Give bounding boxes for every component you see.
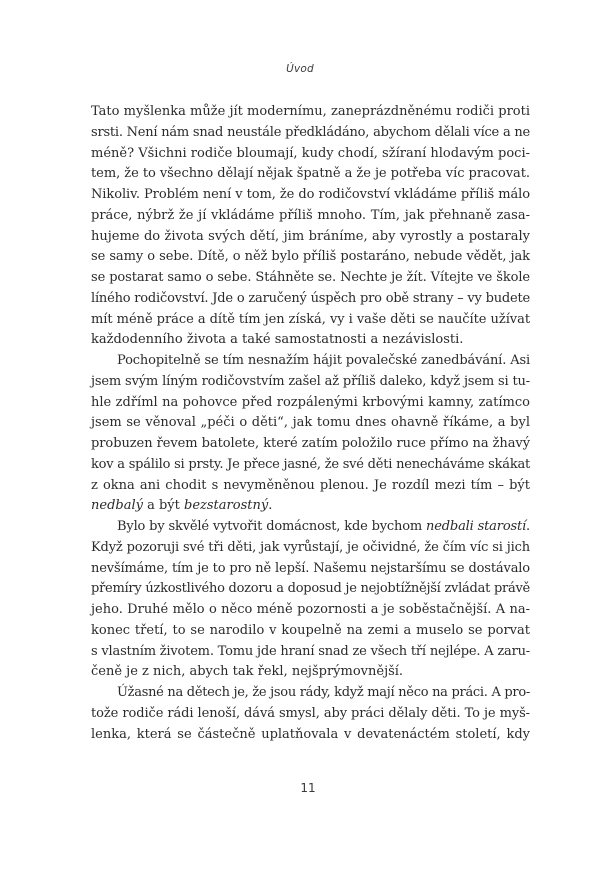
text-line: jsem se věnoval „péči o děti“, jak tomu dnes ohavně říkáme, a byl bbox=[91, 415, 530, 431]
text-line: srsti. Není nám snad neustále předkládáno, abychom dělali více a ne bbox=[91, 124, 530, 140]
emphasis: bezstarostný bbox=[184, 498, 269, 514]
text-line: tože rodiče rádi lenoší, dává smysl, aby práci dělaly děti. To je myš- bbox=[91, 705, 530, 721]
text-line: se samy o sebe. Dítě, o něž bylo příliš postaráno, nebude vědět, jak bbox=[91, 249, 530, 265]
text-line: probuzen řevem batolete, které zatím položilo ruce přímo na žhavý bbox=[91, 436, 530, 451]
text-line: čeně je z nich, abych tak řekl, nejšprýmovnější. bbox=[91, 664, 404, 680]
text-line: každodenního života a také samostatnosti a nezávislosti. bbox=[91, 332, 464, 348]
text-line: konec třetí, to se narodilo v koupelně na zemi a muselo se porvat bbox=[91, 622, 530, 638]
text-line: se postarat samo o sebe. Stáhněte se. Nechte je žít. Vítejte ve škole bbox=[91, 270, 530, 285]
text-line: jeho. Druhé mělo o něco méně pozornosti a je soběstačnější. A na- bbox=[91, 602, 530, 617]
text-line bbox=[91, 496, 530, 517]
body-text bbox=[91, 102, 530, 745]
running-head: Úvod bbox=[286, 63, 314, 75]
text-line: kov a spálilo si prsty. Je přece jasné, že své děti nenecháváme skákat bbox=[91, 456, 530, 472]
text-line: jsem svým líným rodičovstvím zašel až příliš daleko, když jsem si tu- bbox=[91, 373, 530, 389]
text-fragment: . bbox=[268, 498, 273, 514]
emphasis: nedbalý bbox=[91, 498, 143, 514]
text-line: s vlastním životem. Tomu jde hraní snad ze všech tří nejlépe. A zaru- bbox=[91, 643, 530, 659]
text-line: práce, nýbrž že jí vkládáme příliš mnoho. Tím, jak přehnaně zasa- bbox=[91, 207, 530, 223]
text-line: Když pozoruji své tři děti, jak vyrůstají, je očividné, že čím víc si jich bbox=[91, 539, 530, 555]
text-line: Pochopitelně se tím nesnažím hájit povalečské zanedbávání. Asi bbox=[117, 353, 530, 368]
text-line: z okna ani chodit s nevyměněnou plenou. Je rozdíl mezi tím – být bbox=[91, 477, 530, 493]
text-fragment: a být bbox=[142, 498, 185, 514]
text-line: hujeme do života svých dětí, jim bráníme, aby vyrostly a postaraly bbox=[91, 228, 530, 244]
text-line: líného rodičovství. Jde o zaručený úspěch pro obě strany – vy budete bbox=[91, 290, 530, 306]
emphasis: nedbali starostí bbox=[426, 519, 527, 534]
text-line: mít méně práce a dítě tím jen získá, vy i vaše děti se naučíte užívat bbox=[91, 311, 530, 327]
text-fragment: . bbox=[526, 519, 530, 534]
text-line: přemíry úzkostlivého dozoru a doposud je nejobtížnější zvládat právě bbox=[91, 581, 530, 597]
text-line: Tato myšlenka může jít modernímu, zaneprázdněnému rodiči proti bbox=[91, 104, 530, 119]
text-line bbox=[91, 517, 530, 538]
text-fragment: Bylo by skvělé vytvořit domácnost, kde bychom bbox=[117, 519, 427, 534]
text-line: Úžasné na dětech je, že jsou rády, když mají něco na práci. A pro- bbox=[117, 685, 531, 700]
text-line: lenka, která se částečně uplatňovala v devatenáctém století, kdy bbox=[91, 726, 530, 742]
text-line: nevšímáme, tím je to pro ně lepší. Našemu nejstaršímu se dostávalo bbox=[91, 560, 530, 576]
text-line: hle zdříml na pohovce před rozpálenými krbovými kamny, zatímco bbox=[91, 394, 530, 410]
page-number: 11 bbox=[300, 781, 316, 795]
text-line: tem, že to všechno dělají nějak špatně a že je potřeba víc pracovat. bbox=[91, 166, 530, 182]
text-line: méně? Všichni rodiče bloumají, kudy chodí, sžíraní hlodavým poci- bbox=[91, 145, 530, 161]
text-line: Nikoliv. Problém není v tom, že do rodičovství vkládáme příliš málo bbox=[91, 187, 530, 202]
